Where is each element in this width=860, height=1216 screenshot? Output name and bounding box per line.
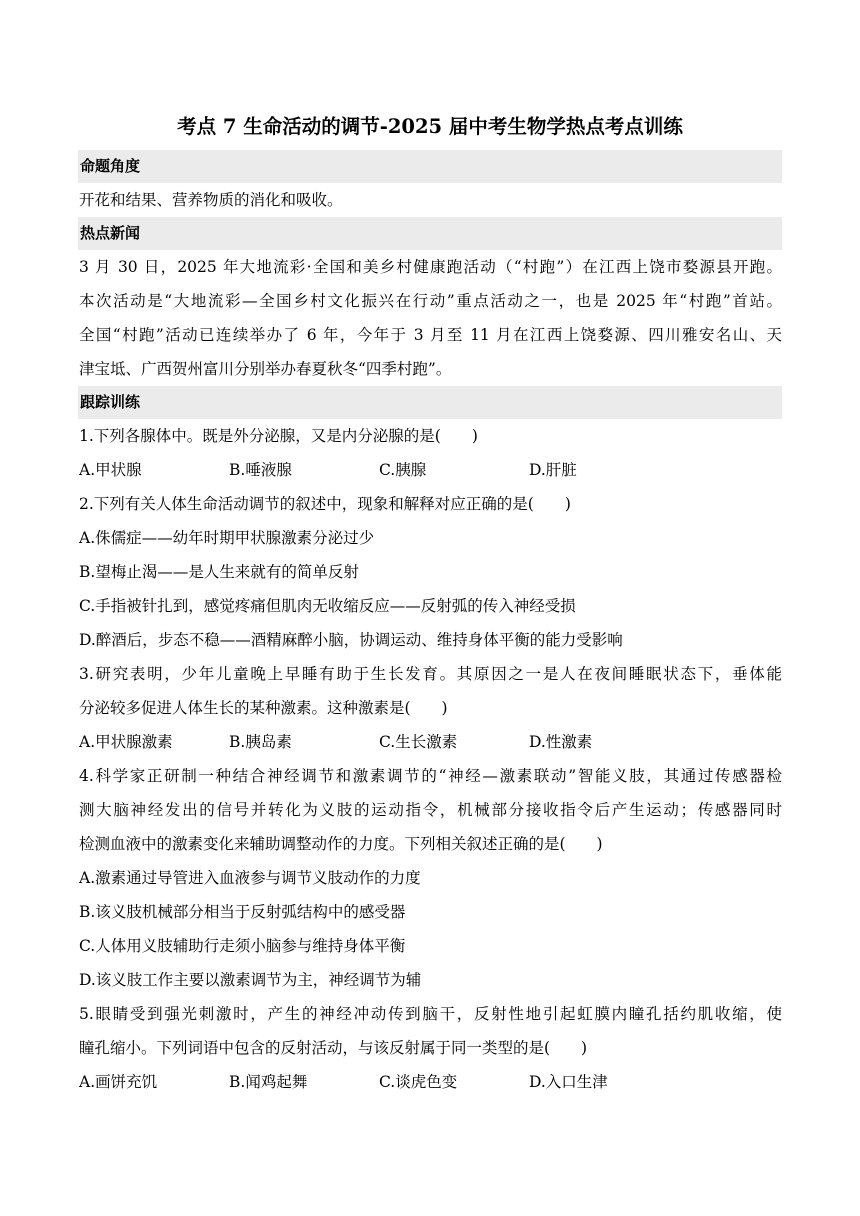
option-a: A.侏儒症——幼年时期甲状腺激素分泌过少 <box>79 529 375 547</box>
option-d: D.肝脏 <box>529 461 577 479</box>
question-stem: 检测血液中的激素变化来辅助调整动作的力度。下列相关叙述正确的是( ) <box>79 835 603 853</box>
option-c: C.手指被针扎到，感觉疼痛但肌肉无收缩反应——反射弧的传入神经受损 <box>79 597 576 615</box>
question-stem: 瞳孔缩小。下列词语中包含的反射活动，与该反射属于同一类型的是( ) <box>79 1039 588 1057</box>
question-stem: 分泌较多促进人体生长的某种激素。这种激素是( ) <box>79 699 448 717</box>
angle-text: 开花和结果、营养物质的消化和吸收。 <box>79 191 343 209</box>
section-header-training: 跟踪训练 <box>78 386 782 419</box>
option-b: B.闻鸡起舞 <box>229 1073 308 1091</box>
option-a: A.甲状腺激素 <box>79 733 173 751</box>
options-row <box>78 1065 782 1099</box>
option-c: C.人体用义肢辅助行走须小脑参与维持身体平衡 <box>79 937 406 955</box>
options-row <box>78 453 782 487</box>
question-4 <box>78 759 782 997</box>
news-line: 全国“村跑”活动已连续举办了 6 年，今年于 3 月至 11 月在江西上饶婺源、四川雅安名山、天 <box>79 326 782 344</box>
option-d: D.性激素 <box>529 733 593 751</box>
option-a: A.画饼充饥 <box>79 1073 158 1091</box>
option-c: C.谈虎色变 <box>379 1073 458 1091</box>
question-stem: 1.下列各腺体中。既是外分泌腺，又是内分泌腺的是( ) <box>79 427 478 445</box>
option-b: B.该义肢机械部分相当于反射弧结构中的感受器 <box>79 903 406 921</box>
option-d: D.该义肢工作主要以激素调节为主，神经调节为辅 <box>79 971 422 989</box>
question-3 <box>78 657 782 759</box>
news-line: 津宝坻、广西贺州富川分别举办春夏秋冬“四季村跑”。 <box>79 360 452 378</box>
document-body <box>78 150 782 1099</box>
option-b: B.胰岛素 <box>229 733 292 751</box>
news-line: 本次活动是“大地流彩—全国乡村文化振兴在行动”重点活动之一，也是 2025 年“村跑”首站。 <box>79 292 782 310</box>
option-c: C.生长激素 <box>379 733 458 751</box>
option-b: B.望梅止渴——是人生来就有的简单反射 <box>79 563 359 581</box>
question-stem: 3.研究表明，少年儿童晚上早睡有助于生长发育。其原因之一是人在夜间睡眠状态下，垂体能 <box>79 665 782 683</box>
page-title: 考点 7 生命活动的调节-2025 届中考生物学热点考点训练 <box>177 115 683 138</box>
question-5 <box>78 997 782 1099</box>
option-d: D.入口生津 <box>529 1073 608 1091</box>
option-a: A.甲状腺 <box>79 461 142 479</box>
option-c: C.胰腺 <box>379 461 427 479</box>
option-b: B.唾液腺 <box>229 461 292 479</box>
question-1 <box>78 419 782 487</box>
question-2 <box>78 487 782 657</box>
question-stem: 4.科学家正研制一种结合神经调节和激素调节的“神经—激素联动”智能义肢，其通过传感器检 <box>79 767 782 785</box>
option-d: D.醉酒后，步态不稳——酒精麻醉小脑，协调运动、维持身体平衡的能力受影响 <box>79 631 623 649</box>
question-stem: 测大脑神经发出的信号并转化为义肢的运动指令，机械部分接收指令后产生运动；传感器同时 <box>79 801 782 819</box>
options-row <box>78 725 782 759</box>
section-header-news: 热点新闻 <box>78 217 782 250</box>
question-stem: 2.下列有关人体生命活动调节的叙述中，现象和解释对应正确的是( ) <box>79 495 571 513</box>
section-header-angle: 命题角度 <box>78 150 782 183</box>
question-stem: 5.眼睛受到强光刺激时，产生的神经冲动传到脑干，反射性地引起虹膜内瞳孔括约肌收缩，使 <box>79 1005 782 1023</box>
news-line: 3 月 30 日，2025 年大地流彩·全国和美乡村健康跑活动（“村跑”）在江西上饶市婺源县开跑。 <box>79 258 782 276</box>
option-a: A.激素通过导管进入血液参与调节义肢动作的力度 <box>79 869 421 887</box>
